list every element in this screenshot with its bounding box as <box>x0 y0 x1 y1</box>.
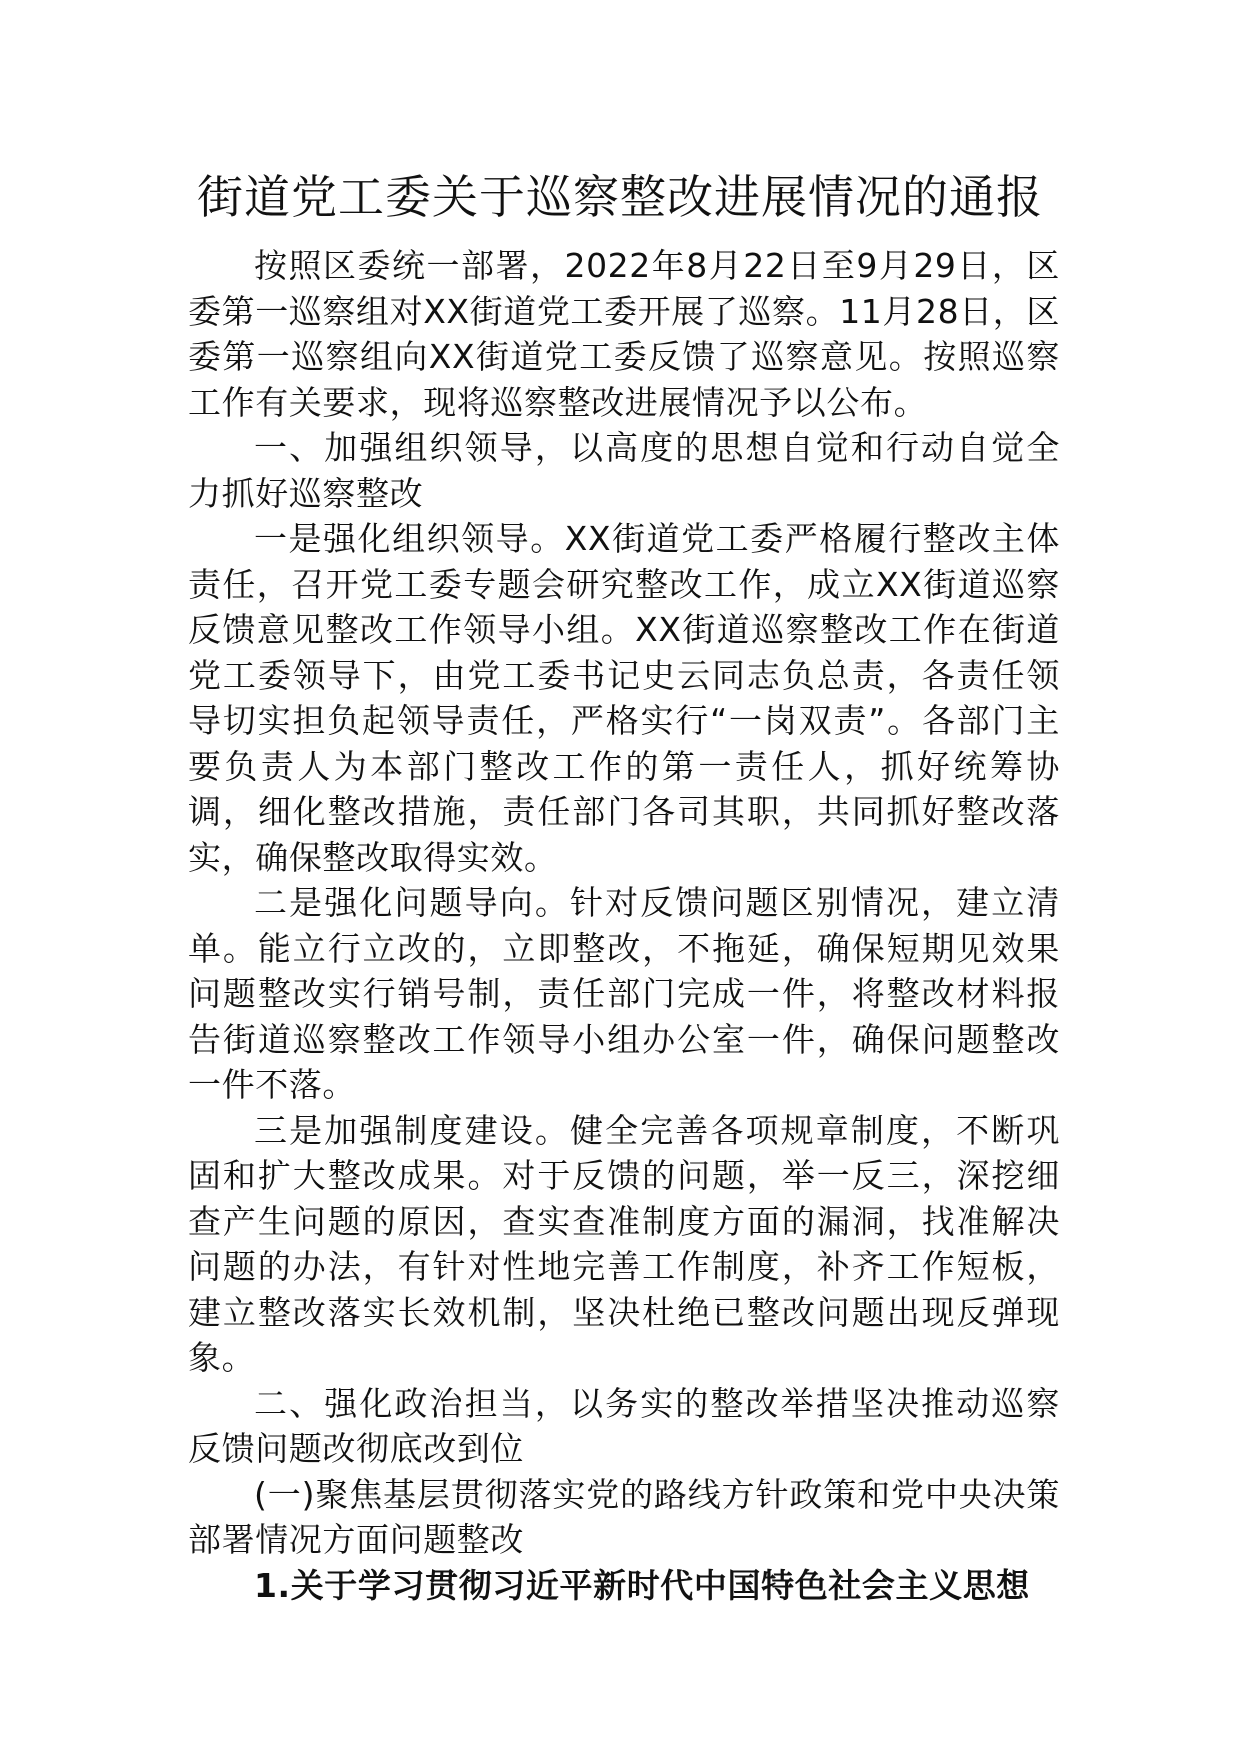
intro-paragraph: 按照区委统一部署，2022年8月22日至9月29日，区委第一巡察组对XX街道党工委开展了巡察。11月28日，区委第一巡察组向XX街道党工委反馈了巡察意见。按照巡察工作有关要求，现将巡察整改进展情况予以公布。 <box>188 246 1060 422</box>
subsection-heading-1: (一)聚焦基层贯彻落实党的路线方针政策和党中央决策部署情况方面问题整改 <box>188 1474 1060 1559</box>
body-paragraph-2: 二是强化问题导向。针对反馈问题区别情况，建立清单。能立行立改的，立即整改，不拖延，确保短期见效果问题整改实行销号制，责任部门完成一件，将整改材料报告街道巡察整改工作领导小组办公室一件，确保问题整改一件不落。 <box>188 883 1060 1104</box>
document-body <box>188 243 1060 1608</box>
section-heading-1: 一、加强组织领导，以高度的思想自觉和行动自觉全力抓好巡察整改 <box>188 428 1060 513</box>
body-paragraph-3: 三是加强制度建设。健全完善各项规章制度，不断巩固和扩大整改成果。对于反馈的问题，举一反三，深挖细查产生问题的原因，查实查准制度方面的漏洞，找准解决问题的办法，有针对性地完善工作制度，补齐工作短板，建立整改落实长效机制，坚决杜绝已整改问题出现反弹现象。 <box>188 1110 1060 1377</box>
section-heading-2: 二、强化政治担当，以务实的整改举措坚决推动巡察反馈问题改彻底改到位 <box>188 1383 1060 1468</box>
document-title: 街道党工委关于巡察整改进展情况的通报 <box>197 170 1043 224</box>
item-heading-1: 1.关于学习贯彻习近平新时代中国特色社会主义思想 <box>254 1565 1030 1605</box>
body-paragraph-1: 一是强化组织领导。XX街道党工委严格履行整改主体责任，召开党工委专题会研究整改工作，成立XX街道巡察反馈意见整改工作领导小组。XX街道巡察整改工作在街道党工委领导下，由党工委书记史云同志负总责，各责任领导切实担负起领导责任，严格实行“一岗双责”。各部门主要负责人为本部门整改工作的第一责任人，抓好统筹协调，细化整改措施，责任部门各司其职，共同抓好整改落实，确保整改取得实效。 <box>188 519 1060 877</box>
